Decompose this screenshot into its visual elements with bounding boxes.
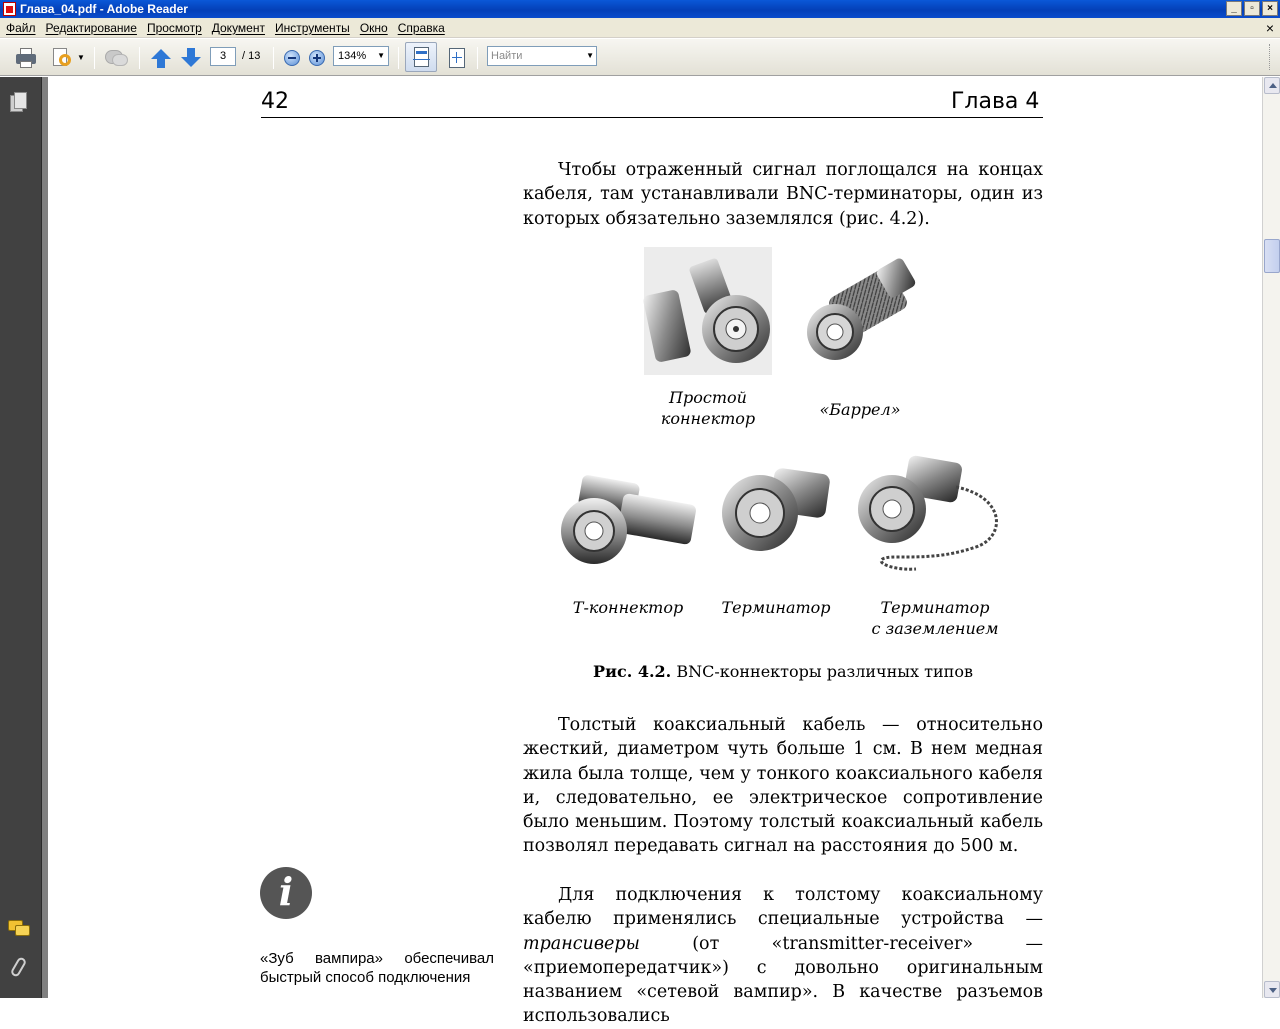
caption-grounded-terminator <box>860 597 1010 639</box>
attachments-icon[interactable] <box>9 957 29 979</box>
menu-bar <box>0 18 1280 38</box>
barrel-connector-photo <box>803 260 915 368</box>
menu-help[interactable]: Справка <box>397 20 445 35</box>
zoom-select[interactable] <box>333 46 389 66</box>
navigation-panel <box>0 77 42 998</box>
paragraph <box>523 883 1043 1029</box>
chevron-down-icon[interactable]: ▼ <box>586 51 594 60</box>
caption-t-connector: Т-коннектор <box>572 598 684 617</box>
search-box[interactable] <box>487 46 597 66</box>
caption-barrel: «Баррел» <box>819 400 901 419</box>
previous-page-icon[interactable] <box>150 47 172 69</box>
emphasis-term: трансиверы <box>523 933 640 954</box>
scrollbar-thumb[interactable] <box>1264 239 1280 273</box>
menu-view[interactable]: Просмотр <box>146 20 202 35</box>
caption-line: коннектор <box>660 409 756 428</box>
toolbar-separator <box>398 47 399 69</box>
menu-document[interactable]: Документ <box>211 20 265 35</box>
simple-connector-photo <box>644 247 772 375</box>
annotations-icon[interactable] <box>103 47 129 69</box>
title-bar <box>0 0 1280 18</box>
chevron-down-icon[interactable]: ▼ <box>377 51 385 60</box>
page-number-input[interactable]: 3 <box>210 47 236 66</box>
minimize-button[interactable]: _ <box>1226 1 1242 16</box>
header-rule <box>261 117 1043 118</box>
menu-file[interactable]: Файл <box>6 20 36 35</box>
chapter-title: Глава 4 <box>951 89 1040 114</box>
zoom-out-icon[interactable] <box>283 49 301 67</box>
print-icon[interactable] <box>14 47 38 69</box>
menu-tools[interactable]: Инструменты <box>274 20 350 35</box>
paragraph-text: (от «transmitter-receiver» — «приемопередатчик») с довольно оригинальным названием «сетевой вампир». В качестве разъемов использовались <box>523 933 1043 1027</box>
toolbar <box>0 39 1280 76</box>
window-controls <box>1226 1 1278 16</box>
grounded-terminator-photo <box>856 457 1008 577</box>
adobe-reader-icon <box>3 2 16 16</box>
comments-icon[interactable] <box>8 920 32 938</box>
chevron-down-icon <box>1269 988 1277 993</box>
menu-edit[interactable]: Редактирование <box>45 20 137 35</box>
toolbar-grip <box>1269 44 1272 70</box>
next-page-icon[interactable] <box>180 47 202 69</box>
caption-line: Терминатор <box>880 598 990 617</box>
toolbar-separator <box>273 47 274 69</box>
toolbar-separator <box>139 47 140 69</box>
info-icon-letter: i <box>278 869 294 914</box>
figure-caption <box>523 662 1043 681</box>
chevron-up-icon <box>1269 83 1277 88</box>
share-icon[interactable] <box>50 47 74 69</box>
caption-line: Простой <box>669 388 747 407</box>
close-document-icon[interactable]: × <box>1265 20 1274 36</box>
page-number: 42 <box>261 89 289 114</box>
pages-icon[interactable] <box>10 92 28 114</box>
paragraph: Чтобы отраженный сигнал поглощался на концах кабеля, там устанавливали BNC-терминаторы, один из которых обязательно заземлялся (рис. 4.2). <box>523 160 1043 229</box>
window-title: Глава_04.pdf - Adobe Reader <box>20 2 188 16</box>
side-note: «Зуб вампира» обеспечивал быстрый способ подключения <box>260 950 494 986</box>
caption-simple-connector <box>648 387 768 429</box>
menu-window[interactable]: Окно <box>359 20 388 35</box>
terminator-photo <box>720 467 832 553</box>
scroll-up-button[interactable] <box>1264 77 1280 94</box>
vertical-scrollbar[interactable] <box>1262 77 1280 998</box>
search-input[interactable] <box>488 47 584 65</box>
info-icon <box>260 867 312 919</box>
page-total: / 13 <box>242 50 261 62</box>
caption-line: с заземлением <box>871 619 999 638</box>
figure-number: Рис. 4.2. <box>593 662 672 681</box>
scroll-down-button[interactable] <box>1264 981 1280 998</box>
paragraph: Толстый коаксиальный кабель — относительно жесткий, диаметром чуть больше 1 см. В нем медная жила была толще, чем у тонкого коаксиального кабеля и, следовательно, ее электрическое сопротивление было меньшим. Поэтому толстый коаксиальный кабель позволял передавать сигнал на расстояния до 500 м. <box>523 715 1043 857</box>
fit-page-icon[interactable] <box>446 47 468 69</box>
document-page <box>48 77 1262 1027</box>
t-connector-photo <box>560 469 700 569</box>
zoom-value: 134% <box>338 50 367 62</box>
figure-title: BNC-коннекторы различных типов <box>676 662 973 681</box>
fit-width-icon[interactable] <box>405 42 437 72</box>
close-button[interactable]: × <box>1262 1 1278 16</box>
toolbar-separator <box>94 47 95 69</box>
zoom-in-icon[interactable] <box>308 49 326 67</box>
toolbar-separator <box>477 47 478 69</box>
maximize-button[interactable]: ▫ <box>1244 1 1260 16</box>
paragraph-text: Для подключения к толстому коаксиальному кабелю применялись специальные устройства — <box>523 885 1043 930</box>
caption-terminator: Терминатор <box>721 598 831 617</box>
share-dropdown-icon[interactable]: ▼ <box>77 53 85 62</box>
